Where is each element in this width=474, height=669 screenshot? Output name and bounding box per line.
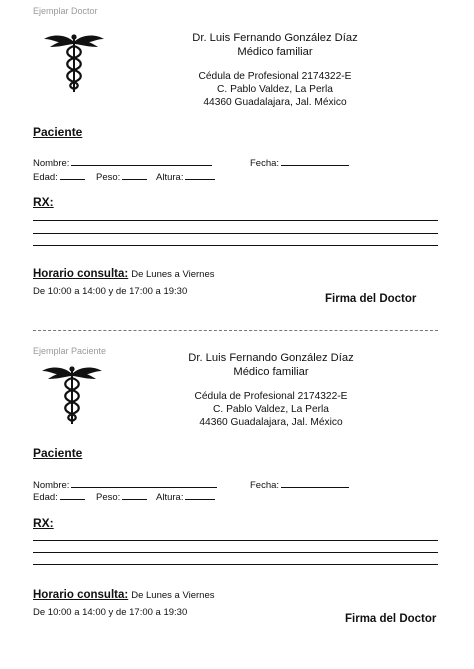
rx-line[interactable] [33,552,438,553]
rx-line[interactable] [33,233,438,234]
rx-line[interactable] [33,245,438,246]
date-field[interactable] [250,157,349,169]
patient-name-field[interactable] [33,157,212,169]
doctor-signature-label: Firma del Doctor [325,293,417,305]
schedule-hours: De 10:00 a 14:00 y de 17:00 a 19:30 [33,286,188,297]
caduceus-icon [42,30,106,94]
rx-section-title: RX: [33,516,54,530]
date-label: Fecha: [250,480,280,491]
age-blank[interactable] [60,171,85,180]
doctor-signature-label: Firma del Doctor [345,613,437,625]
doctor-name: Dr. Luis Fernando González Díaz [188,352,354,364]
age-field[interactable] [33,171,85,183]
doctor-specialty: Médico familiar [237,46,313,58]
weight-label: Peso: [96,492,121,503]
rx-section-title: RX: [33,195,54,209]
weight-label: Peso: [96,172,121,183]
rx-line[interactable] [33,564,438,565]
date-blank[interactable] [281,157,349,166]
prescription-copy-patient [0,340,474,660]
prescription-copy-doctor [0,0,474,320]
weight-blank[interactable] [122,491,147,500]
height-label: Altura: [156,172,184,183]
weight-field[interactable] [96,491,147,503]
doctor-city: 44360 Guadalajara, Jal. México [203,97,347,108]
schedule-block [33,264,215,297]
schedule-block [33,585,215,618]
schedule-days: De Lunes a Viernes [131,269,215,280]
doctor-name: Dr. Luis Fernando González Díaz [192,32,358,44]
weight-blank[interactable] [122,171,147,180]
patient-name-blank[interactable] [71,479,217,488]
doctor-header [176,351,366,429]
age-blank[interactable] [60,491,85,500]
doctor-license: Cédula de Profesional 2174322-E [194,391,348,402]
doctor-header [180,31,370,109]
rx-line[interactable] [33,220,438,221]
date-blank[interactable] [281,479,349,488]
age-label: Edad: [33,172,58,183]
rx-line[interactable] [33,540,438,541]
cut-line-divider [33,330,438,331]
schedule-title: Horario consulta: [33,268,129,280]
date-label: Fecha: [250,158,280,169]
copy-label: Ejemplar Doctor [33,6,98,16]
height-label: Altura: [156,492,184,503]
copy-label: Ejemplar Paciente [33,346,107,356]
doctor-license: Cédula de Profesional 2174322-E [198,71,352,82]
patient-name-field[interactable] [33,479,217,491]
height-blank[interactable] [185,491,215,500]
schedule-hours: De 10:00 a 14:00 y de 17:00 a 19:30 [33,607,188,618]
doctor-city: 44360 Guadalajara, Jal. México [199,417,343,428]
patient-name-blank[interactable] [71,157,212,166]
doctor-street: C. Pablo Valdez, La Perla [213,404,329,415]
doctor-specialty: Médico familiar [233,366,309,378]
age-label: Edad: [33,492,58,503]
age-field[interactable] [33,491,85,503]
date-field[interactable] [250,479,349,491]
patient-section-title: Paciente [33,125,83,139]
patient-section-title: Paciente [33,446,83,460]
height-blank[interactable] [185,171,215,180]
schedule-days: De Lunes a Viernes [131,590,215,601]
height-field[interactable] [156,171,215,183]
height-field[interactable] [156,491,215,503]
doctor-street: C. Pablo Valdez, La Perla [217,84,333,95]
patient-name-label: Nombre: [33,158,70,169]
caduceus-icon [40,362,104,426]
patient-name-label: Nombre: [33,480,70,491]
weight-field[interactable] [96,171,147,183]
schedule-title: Horario consulta: [33,589,129,601]
